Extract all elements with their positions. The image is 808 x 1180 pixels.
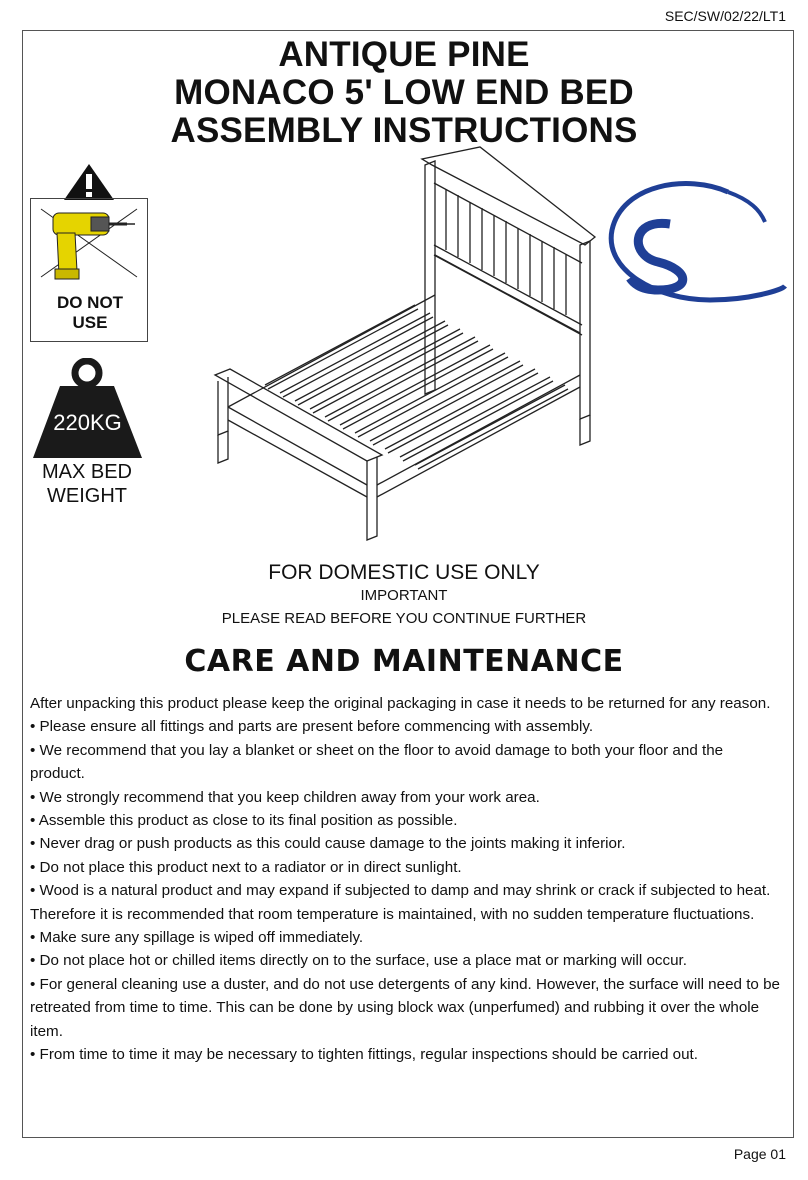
instruction-paragraph: • We strongly recommend that you keep children away from your work area. xyxy=(30,788,540,806)
page-number: Page 01 xyxy=(733,1146,786,1162)
max-bed-weight-line-1: MAX BED xyxy=(41,461,133,483)
warning-triangle-icon xyxy=(30,162,148,202)
warning-box xyxy=(30,198,148,342)
instruction-paragraph: • Do not place this product next to a radiator or in direct sunlight. xyxy=(30,858,462,876)
no-power-drill-warning xyxy=(30,162,148,342)
weight-icon xyxy=(30,358,145,458)
instruction-paragraph: • From time to time it may be necessary to tighten fittings, regular inspections should be carried out. xyxy=(30,1046,698,1064)
instruction-paragraph: • Make sure any spillage is wiped off immediately. xyxy=(30,929,364,947)
instruction-paragraph: • We recommend that you lay a blanket or sheet on the floor to avoid damage to both your floor and the product. xyxy=(30,741,724,783)
do-not-use-line-1: DO NOT xyxy=(56,293,124,312)
title-line-1: ANTIQUE PINE xyxy=(278,35,530,74)
document-code: SEC/SW/02/22/LT1 xyxy=(664,8,786,24)
important-notice: IMPORTANT xyxy=(360,587,448,604)
page-title xyxy=(0,36,808,150)
domestic-use-notice: FOR DOMESTIC USE ONLY xyxy=(268,561,540,584)
instruction-paragraph: • Do not place hot or chilled items directly on to the surface, use a place mat or marking will occur. xyxy=(30,952,687,970)
do-not-use-line-2: USE xyxy=(72,313,108,332)
max-bed-weight-line-2: WEIGHT xyxy=(47,485,127,507)
bed-illustration xyxy=(210,145,600,545)
instruction-paragraph: • For general cleaning use a duster, and do not use detergents of any kind. However, the surface will need to be retreated from time to time. This can be done by using block wax (unperfumed) and rubbing it over the whole item. xyxy=(30,975,780,1040)
brand-logo-icon xyxy=(600,178,790,313)
instruction-paragraph: • Please ensure all fittings and parts are present before commencing with assembly. xyxy=(30,718,594,736)
weight-value: 220KG xyxy=(53,410,122,435)
max-weight-badge xyxy=(30,358,145,458)
title-line-2: MONACO 5' LOW END BED xyxy=(174,73,634,112)
instruction-paragraph: • Wood is a natural product and may expand if subjected to damp and may shrink or crack if subjected to heat. Therefore it is recommended that room temperature is maintained, with no sudden temperature fluctuations. xyxy=(30,882,771,923)
care-heading: CARE AND MAINTENANCE xyxy=(184,644,624,679)
do-not-use-label xyxy=(31,293,149,333)
title-line-3: ASSEMBLY INSTRUCTIONS xyxy=(170,111,638,150)
instruction-paragraph: • Assemble this product as close to its final position as possible. xyxy=(30,812,458,830)
read-before-notice: PLEASE READ BEFORE YOU CONTINUE FURTHER xyxy=(221,610,587,627)
max-bed-weight-label xyxy=(26,460,148,508)
power-drill-icon xyxy=(31,199,147,289)
care-instructions xyxy=(30,692,782,1067)
instruction-paragraph: • Never drag or push products as this could cause damage to the joints making it inferior. xyxy=(30,835,626,853)
instruction-paragraph: After unpacking this product please keep the original packaging in case it needs to be returned for any reason. xyxy=(30,695,771,712)
